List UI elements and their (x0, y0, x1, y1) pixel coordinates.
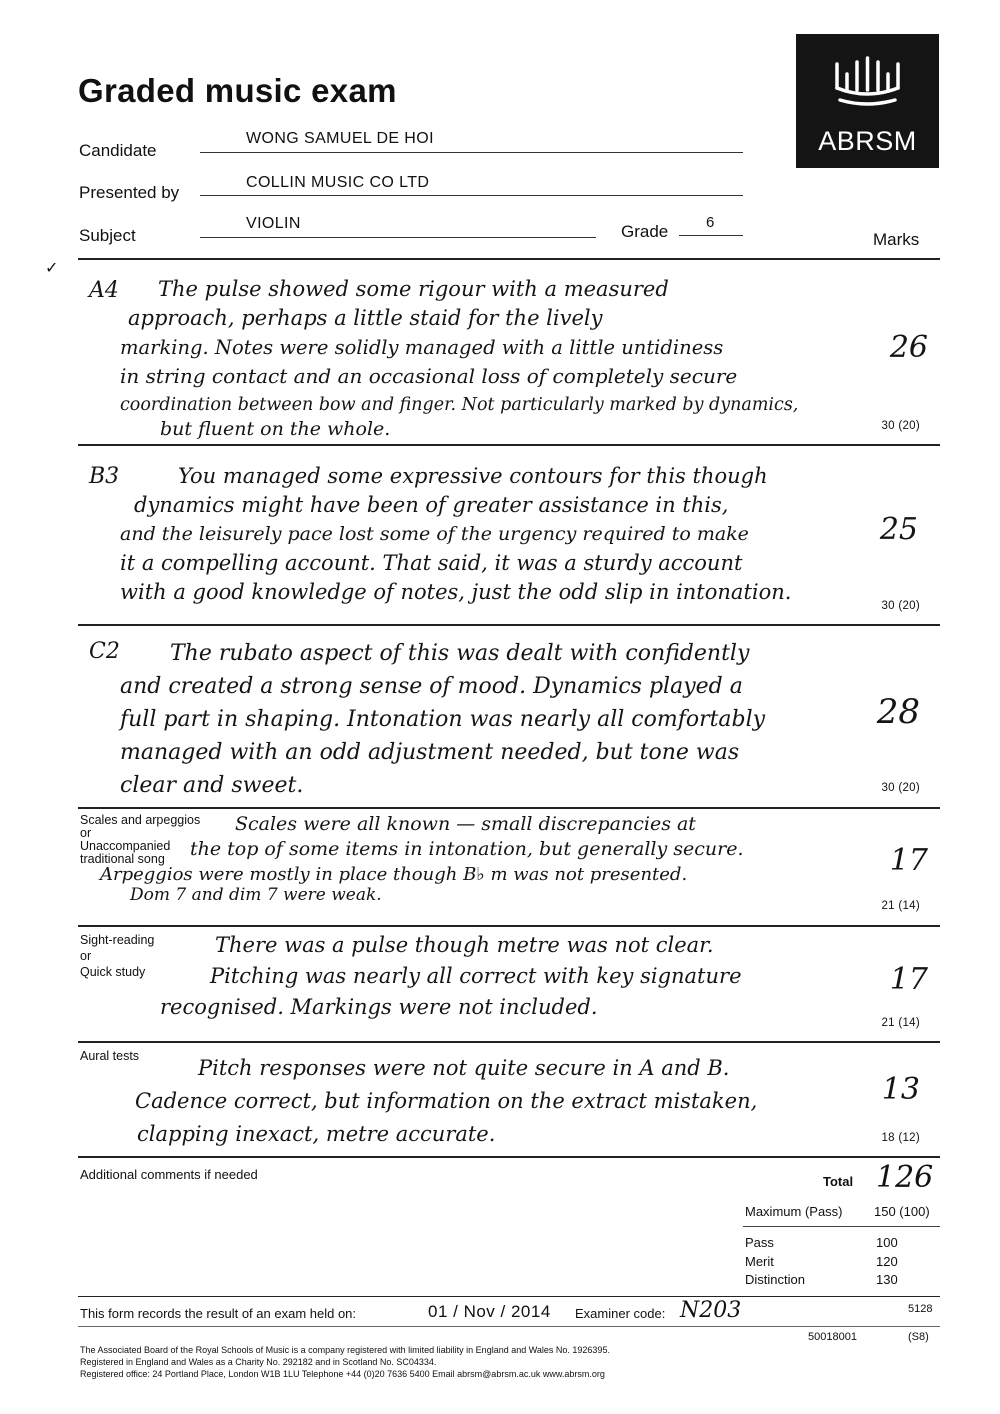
comment-line: in string contact and an occasional loss of completely secure (120, 364, 738, 388)
distinction-label: Distinction (745, 1272, 805, 1287)
form-number: 5128 (908, 1303, 933, 1315)
comment-line: Dom 7 and dim 7 were weak. (130, 885, 382, 905)
candidate-name: WONG SAMUEL DE HOI (246, 130, 434, 147)
comment-line: the top of some items in intonation, but generally secure. (190, 838, 744, 860)
comment-line: The pulse showed some rigour with a measured (158, 277, 669, 301)
presented-by-label: Presented by (79, 183, 180, 202)
label-line: traditional song (80, 852, 165, 866)
additional-comments-label: Additional comments if needed (80, 1167, 258, 1182)
grade-label: Grade (621, 222, 669, 241)
section-max: 21 (14) (881, 1017, 920, 1029)
comment-line: and created a strong sense of mood. Dynamics played a (120, 674, 743, 699)
legal-line: Registered office: 24 Portland Place, London W1B 1LU Telephone +44 (0)20 7636 5400 Email abrsm@abrsm.ac.uk www.abrsm.org (80, 1369, 605, 1379)
comment-line: managed with an odd adjustment needed, but tone was (120, 740, 740, 765)
distinction-value: 130 (876, 1272, 898, 1287)
label-line: Scales and arpeggios (80, 813, 201, 827)
comment-line: with a good knowledge of notes, just the odd slip in intonation. (120, 580, 792, 604)
comment-line: approach, perhaps a little staid for the lively (128, 306, 603, 330)
section-label: C2 (89, 639, 120, 664)
comment-line: recognised. Markings were not included. (160, 995, 598, 1019)
label-line: Quick study (80, 965, 146, 979)
page-title: Graded music exam (78, 72, 397, 109)
exam-date: 01 / Nov / 2014 (428, 1302, 551, 1321)
subject-label: Subject (79, 226, 136, 245)
section-max: 30 (20) (881, 782, 920, 794)
label-line: Aural tests (80, 1049, 140, 1063)
section-max: 18 (12) (881, 1132, 920, 1144)
abrsm-logo (796, 34, 939, 168)
comment-line: full part in shaping. Intonation was nearly all comfortably (120, 707, 766, 732)
label-line: Unaccompanied (80, 839, 171, 853)
comment-line: Arpeggios were mostly in place though B♭ m was not presented. (100, 864, 688, 885)
candidate-label: Candidate (79, 141, 157, 160)
subject-value: VIOLIN (246, 215, 301, 232)
section-mark: 25 (879, 512, 918, 547)
logo-text: ABRSM (818, 126, 917, 156)
section-label: B3 (89, 464, 120, 489)
section-mark: 17 (889, 962, 928, 997)
section-comments (120, 275, 865, 438)
section-mark: 13 (881, 1072, 920, 1107)
section-mark: 28 (876, 692, 920, 732)
comment-line: Scales were all known — small discrepancies at (235, 813, 696, 835)
comment-line: Pitch responses were not quite secure in A and B. (198, 1056, 730, 1080)
comment-line: coordination between bow and finger. Not particularly marked by dynamics, (120, 395, 799, 415)
merit-value: 120 (876, 1254, 898, 1269)
section-max: 30 (20) (881, 420, 920, 432)
marks-header: Marks (873, 230, 920, 249)
maximum-label: Maximum (Pass) (745, 1204, 843, 1219)
examiner-label: Examiner code: (575, 1306, 666, 1321)
total-label: Total (823, 1174, 854, 1189)
section-label: A4 (89, 278, 119, 303)
section-comments (120, 462, 865, 607)
total-mark: 126 (876, 1160, 934, 1195)
comment-line: Cadence correct, but information on the extract mistaken, (135, 1089, 758, 1113)
pass-label: Pass (745, 1235, 774, 1250)
examiner-code: N203 (680, 1298, 742, 1323)
section-mark: 26 (889, 330, 928, 365)
section-label (80, 932, 154, 980)
section-comments (130, 1052, 870, 1151)
comment-line: dynamics might have been of greater assistance in this, (134, 493, 729, 517)
form-code: (S8) (908, 1331, 929, 1343)
comment-line: You managed some expressive contours for this though (178, 464, 768, 488)
label-line: Sight-reading (80, 933, 155, 947)
legal-text (80, 1344, 800, 1380)
exam-held-text: This form records the result of an exam held on: (80, 1306, 357, 1321)
maximum-value: 150 (100) (874, 1204, 930, 1219)
label-line: or (80, 949, 92, 963)
crown-icon (832, 56, 903, 108)
section-max: 21 (14) (881, 900, 920, 912)
label-line: or (80, 826, 92, 840)
comment-line: and the leisurely pace lost some of the urgency required to make (120, 523, 749, 545)
comment-line: There was a pulse though metre was not clear. (215, 933, 714, 957)
merit-label: Merit (745, 1254, 774, 1269)
comment-line: clapping inexact, metre accurate. (137, 1122, 496, 1146)
comment-line: The rubato aspect of this was dealt with confidently (170, 641, 750, 666)
section-comments (160, 930, 860, 1023)
section-mark: 17 (889, 843, 928, 878)
comment-line: clear and sweet. (120, 773, 304, 798)
legal-line: Registered in England and Wales as a Charity No. 292182 and in Scotland No. SC04334. (80, 1357, 437, 1367)
tick-mark: ✓ (45, 260, 59, 277)
comment-line: but fluent on the whole. (160, 418, 391, 440)
pass-value: 100 (876, 1235, 898, 1250)
section-label (80, 814, 200, 866)
section-comments (120, 637, 865, 802)
comment-line: it a compelling account. That said, it was a sturdy account (120, 551, 743, 575)
grade-value: 6 (706, 214, 715, 231)
presented-by-value: COLLIN MUSIC CO LTD (246, 174, 430, 191)
comment-line: marking. Notes were solidly managed with a little untidiness (120, 336, 724, 359)
comment-line: Pitching was nearly all correct with key signature (210, 964, 742, 988)
legal-line: The Associated Board of the Royal Schools of Music is a company registered with limited liability in England and Wales No. 1926395. (80, 1345, 610, 1355)
serial-number: 50018001 (808, 1331, 857, 1343)
section-max: 30 (20) (881, 600, 920, 612)
